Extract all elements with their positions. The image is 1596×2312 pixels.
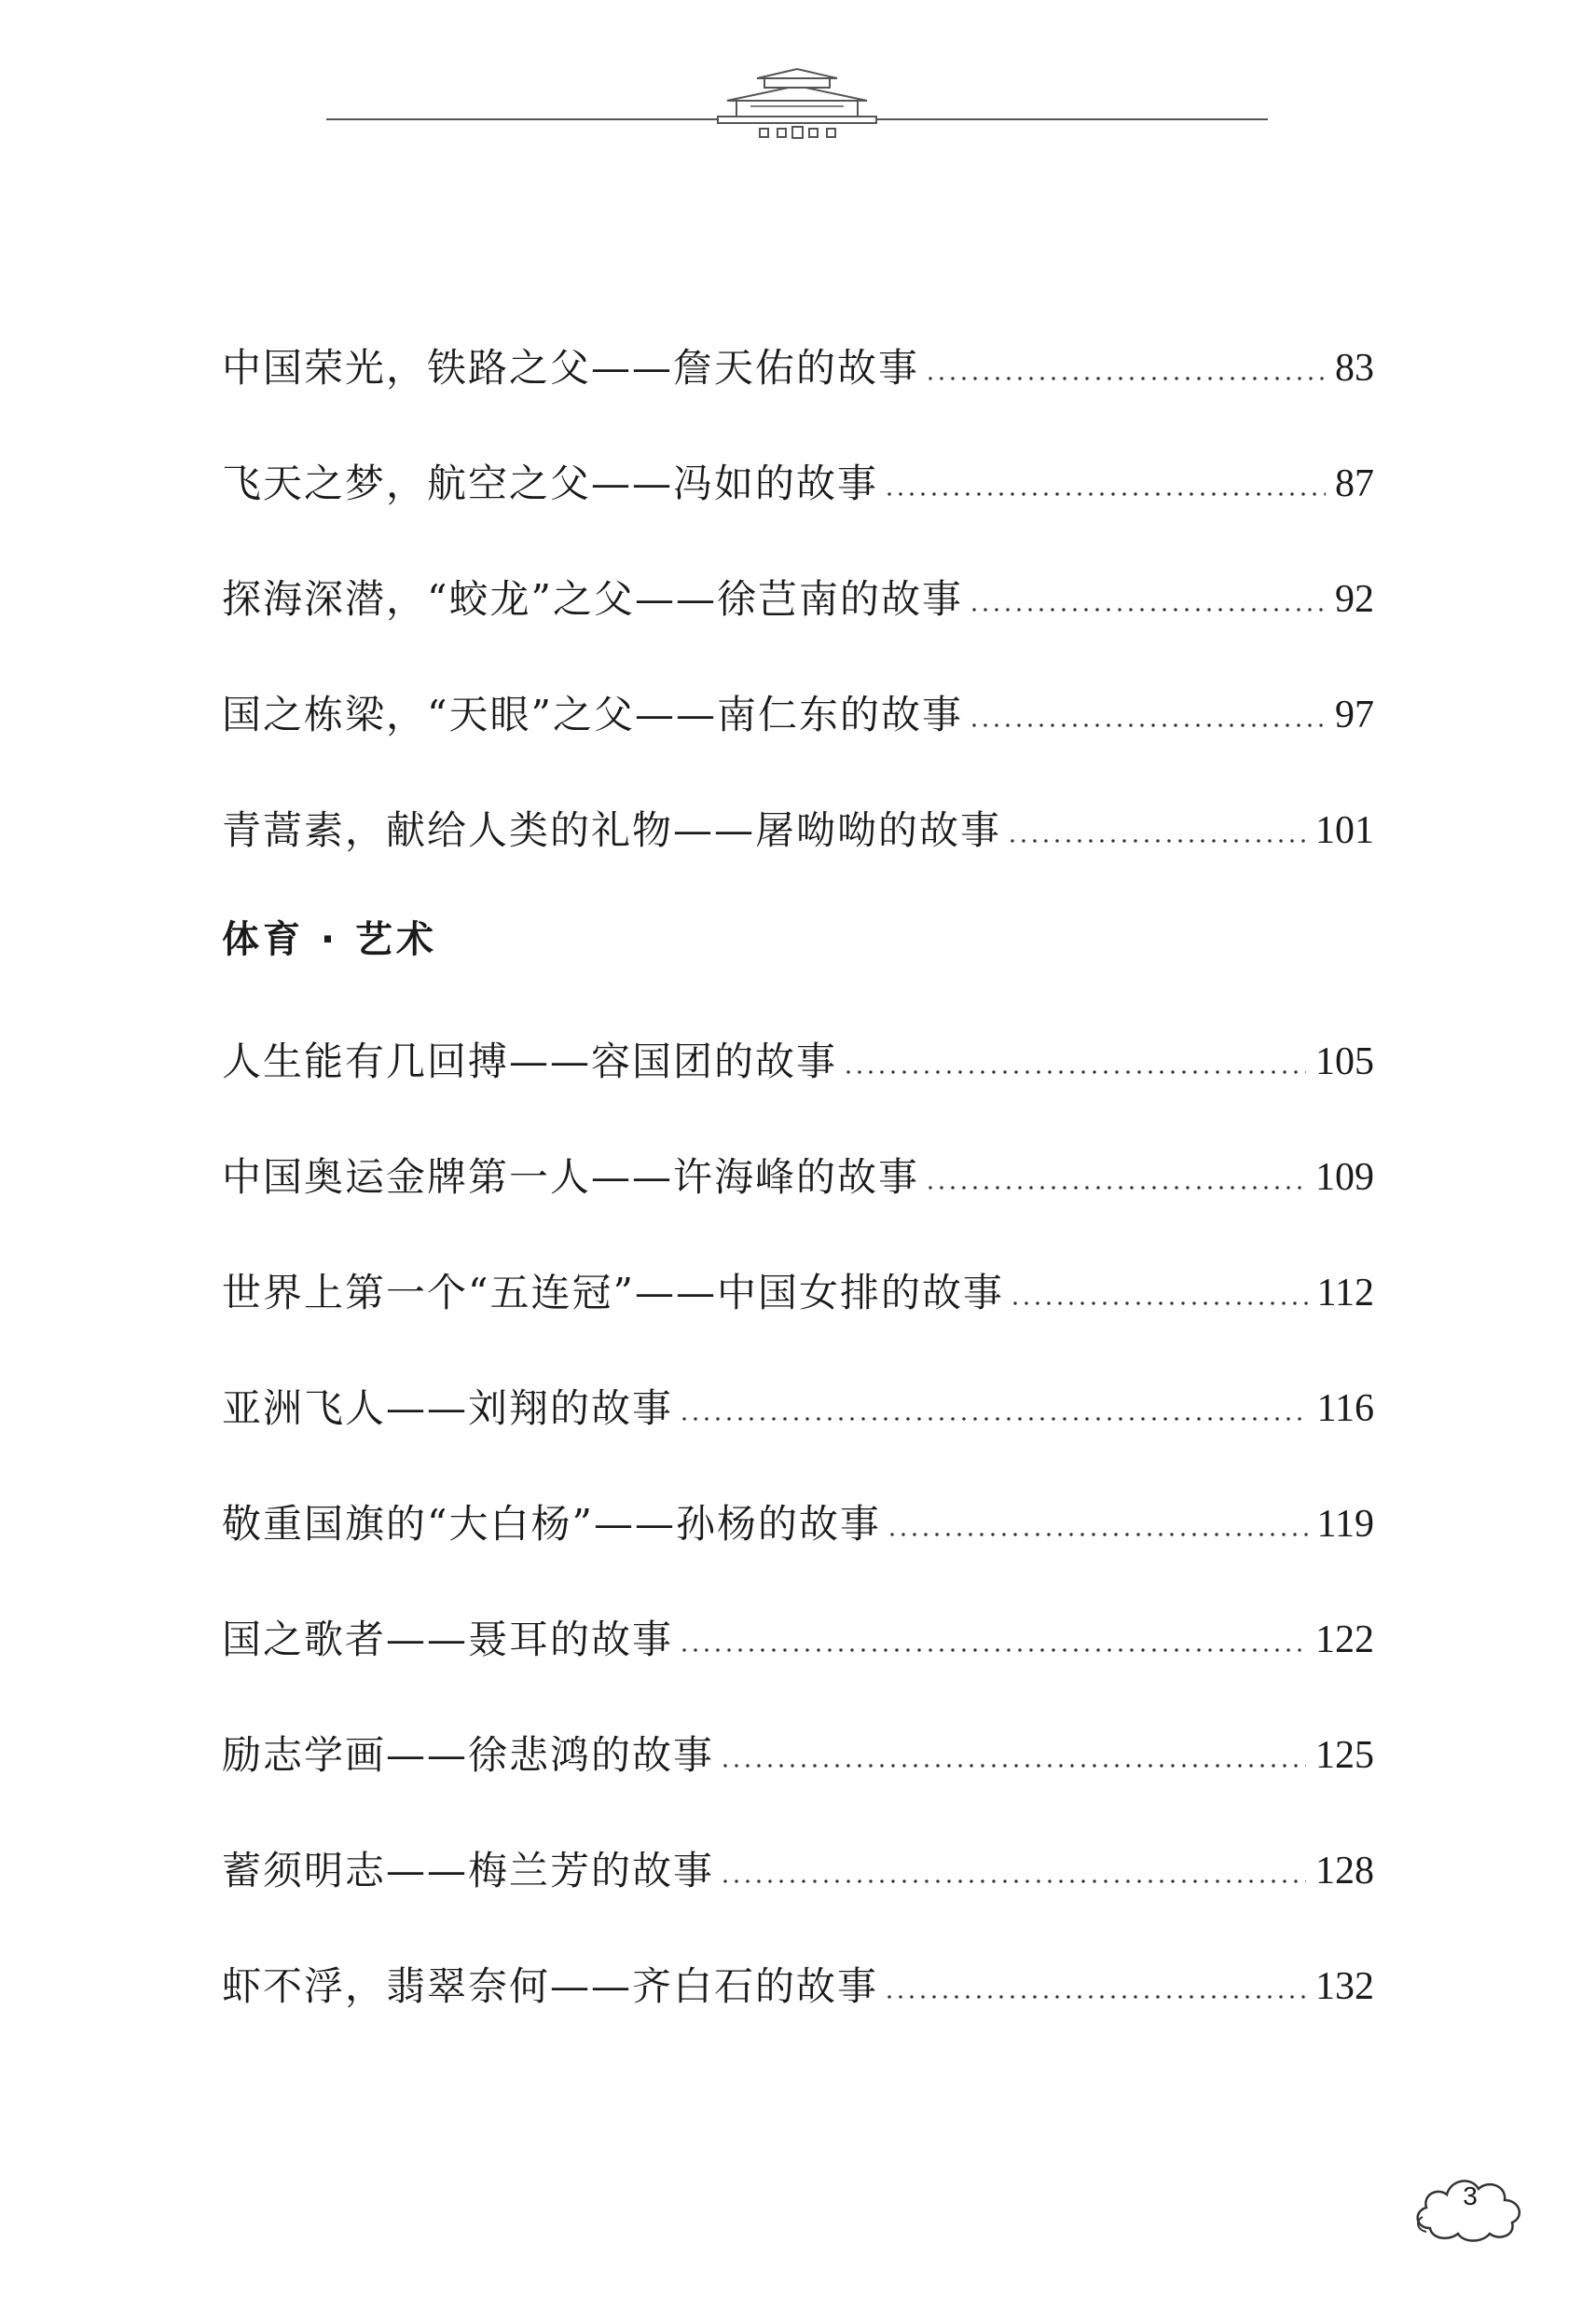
toc-entry-page: 119	[1316, 1503, 1374, 1546]
toc-entry-title: 蓄须明志——梅兰芳的故事	[222, 1848, 715, 1893]
dot-leader	[1010, 1301, 1308, 1305]
toc-entry[interactable]	[222, 1479, 1374, 1547]
toc-entry-title: 亚洲飞人——刘翔的故事	[222, 1385, 674, 1431]
dot-leader	[925, 1186, 1306, 1190]
toc-entry-title: 世界上第一个“五连冠”——中国女排的故事	[222, 1270, 1004, 1315]
toc-entry-title: 国之栋梁，“天眼”之父——南仁东的故事	[222, 692, 963, 737]
toc-entry[interactable]	[222, 785, 1374, 853]
toc-entry-page: 132	[1315, 1965, 1374, 2008]
toc-entry[interactable]	[222, 554, 1374, 622]
toc-entry-title: 中国荣光，铁路之父——詹天佑的故事	[222, 345, 920, 391]
dot-leader	[679, 1648, 1306, 1652]
dot-leader	[843, 1070, 1306, 1074]
toc-entry-page: 83	[1335, 347, 1374, 390]
toc-entry-title: 国之歌者——聂耳的故事	[222, 1617, 674, 1662]
toc-entry[interactable]	[222, 438, 1374, 506]
toc-entry-page: 105	[1315, 1040, 1374, 1083]
toc-entry-title: 青蒿素，献给人类的礼物——屠呦呦的故事	[222, 807, 1002, 853]
toc-entry-title: 虾不浮，翡翠奈何——齐白石的故事	[222, 1963, 879, 2009]
toc-entry-page: 87	[1335, 462, 1374, 505]
toc-entry-title: 人生能有几回搏——容国团的故事	[222, 1039, 838, 1084]
toc-entry-page: 128	[1315, 1850, 1374, 1892]
toc-entry[interactable]	[222, 1941, 1374, 2009]
dot-leader	[720, 1879, 1306, 1883]
page-number-badge	[1410, 2163, 1531, 2249]
toc-entry-page: 125	[1315, 1734, 1374, 1777]
toc-entry[interactable]	[222, 1594, 1374, 1662]
toc-entry-title: 飞天之梦，航空之父——冯如的故事	[222, 461, 879, 506]
dot-leader	[679, 1417, 1308, 1421]
toc-entry-page: 101	[1315, 809, 1374, 852]
dot-leader	[720, 1764, 1306, 1768]
toc-entry[interactable]	[222, 1825, 1374, 1891]
toc-entry[interactable]	[222, 1016, 1374, 1084]
toc-entry-page: 122	[1315, 1618, 1374, 1661]
toc-entry[interactable]	[222, 1132, 1374, 1200]
toc-entry[interactable]	[222, 669, 1374, 735]
toc-entry-title: 励志学画——徐悲鸿的故事	[222, 1732, 715, 1778]
toc-entry[interactable]	[222, 1710, 1374, 1778]
dot-leader	[884, 1995, 1306, 1999]
toc-entry-title: 敬重国旗的“大白杨”——孙杨的故事	[222, 1501, 881, 1547]
dot-leader	[925, 377, 1326, 380]
page-number: 3	[1463, 2181, 1478, 2210]
toc-entry[interactable]	[222, 323, 1374, 391]
dot-leader	[887, 1533, 1308, 1536]
toc-entry-title: 中国奥运金牌第一人——许海峰的故事	[222, 1154, 920, 1200]
dot-leader	[1007, 839, 1306, 843]
toc-entry-page: 97	[1335, 694, 1374, 736]
toc-entry-page: 112	[1316, 1272, 1374, 1314]
dot-leader	[884, 492, 1326, 496]
section-heading: 体育 · 艺术	[222, 918, 438, 961]
tiananmen-gate-icon	[326, 65, 1268, 149]
toc-entry[interactable]	[222, 1363, 1374, 1431]
dot-leader	[969, 723, 1326, 727]
dot-leader	[969, 608, 1326, 612]
header-ornament	[326, 65, 1268, 149]
toc-entry-title: 探海深潜，“蛟龙”之父——徐芑南的故事	[222, 576, 963, 622]
toc-entry[interactable]	[222, 1247, 1374, 1313]
toc-entry-page: 109	[1315, 1156, 1374, 1199]
toc-entry-page: 116	[1316, 1387, 1374, 1430]
toc-entry-page: 92	[1335, 578, 1374, 621]
